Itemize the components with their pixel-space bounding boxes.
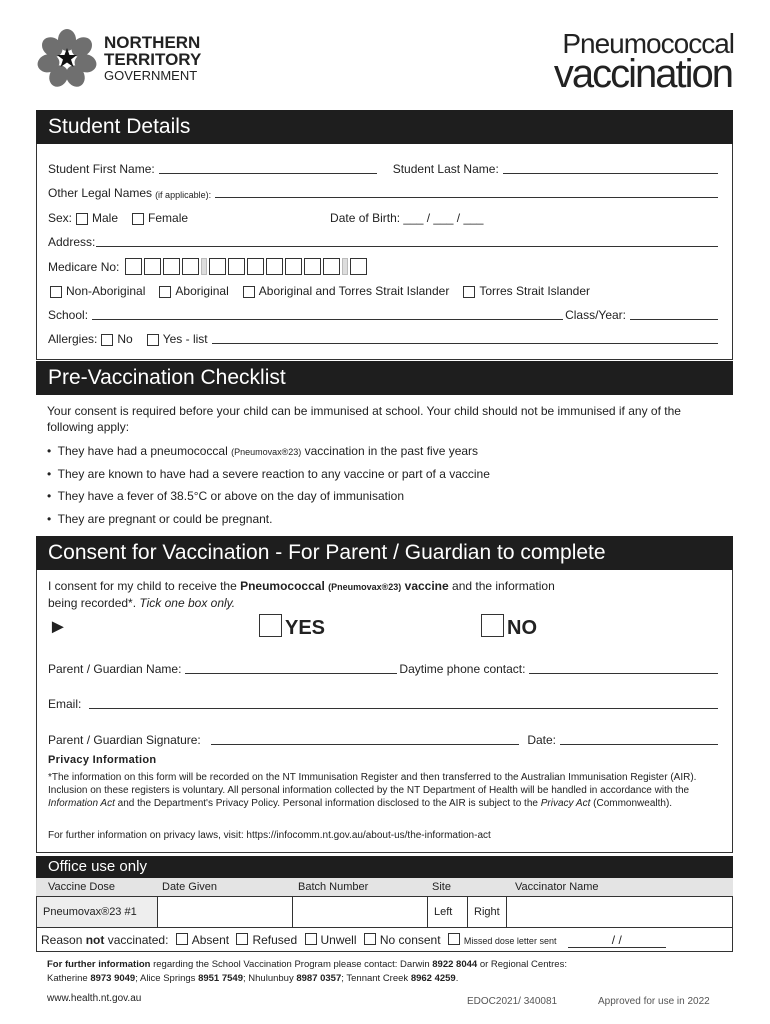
col-vaccinator-header: Vaccinator Name [515,881,599,893]
male-checkbox[interactable] [76,213,88,225]
name-row [48,162,720,176]
checklist-bullet-1: • They have had a pneumococcal (Pneumovax®23) vaccination in the past five years [47,444,479,458]
logo-territory: TERRITORY [104,50,202,69]
yes-option[interactable]: YES [259,614,325,640]
student-details-panel [36,144,733,360]
unwell-checkbox[interactable] [305,933,317,945]
origin-option-3: Aboriginal and Torres Strait Islander [258,284,450,298]
footer-contact: For further information regarding the School Vaccination Program please contact: Darwin 8922 8044 or Regional Centres: Katherine 8973 9049; Alice Springs 8951 7549; Nhulunbuy 8987 0357; Tennant Creek 8962 4259. [47,959,567,984]
allergies-row [48,332,720,346]
other-names-hint: (if applicable): [155,190,212,200]
table-row [37,897,733,928]
allergy-no-label: No [117,332,133,346]
date-label: Date: [527,733,556,747]
other-names-field[interactable] [215,197,718,198]
medicare-label: Medicare No: [48,259,120,274]
no-consent-label: No consent [379,933,441,947]
consent-panel [36,570,733,853]
arrow-icon: ► [48,616,68,638]
allergies-label: Allergies: [48,332,98,346]
missed-dose-label: Missed dose letter sent [463,936,557,946]
signature-row [48,733,720,747]
privacy-link-text: For further information on privacy laws, visit: https://infocomm.nt.gov.au/about-us/the-information-act [48,830,491,841]
allergy-no-checkbox[interactable] [101,334,113,346]
origin-option-2: Aboriginal [175,284,229,298]
address-field[interactable] [96,246,718,247]
last-name-field[interactable] [503,173,718,174]
logo-northern: NORTHERN [104,33,201,52]
logo-government: GOVERNMENT [104,68,198,83]
male-label: Male [92,211,119,225]
checklist-bullet-4: • They are pregnant or could be pregnant. [47,512,273,526]
school-label: School: [48,308,89,322]
aboriginal-checkbox[interactable] [159,286,171,298]
first-name-label: Student First Name: [48,162,155,176]
email-field[interactable] [89,708,718,709]
no-checkbox[interactable] [481,614,504,637]
checklist-bullet-2: • They are known to have had a severe reaction to any vaccine or part of a vaccine [47,467,490,481]
dose-cell: Pneumovax®23 #1 [37,897,158,928]
medicare-digit-boxes[interactable] [123,258,367,275]
consent-heading: Consent for Vaccination - For Parent / Guardian to complete [36,536,733,570]
site-right-cell[interactable]: Right [468,897,507,928]
no-option[interactable]: NO [481,614,537,640]
office-heading: Office use only [36,856,733,878]
tsi-checkbox[interactable] [463,286,475,298]
checklist-bullet-3: • They have a fever of 38.5°C or above on the day of immunisation [47,489,404,503]
guardian-name-label: Parent / Guardian Name: [48,662,182,676]
first-name-field[interactable] [159,173,377,174]
refused-checkbox[interactable] [236,933,248,945]
female-label: Female [148,211,189,225]
origin-option-1: Non-Aboriginal [66,284,146,298]
address-row [48,235,720,249]
allergy-yes-label: Yes - list [162,332,208,346]
sex-dob-row [48,211,720,225]
office-table [36,896,733,928]
email-row [48,697,720,711]
other-names-label: Other Legal Names [48,186,153,200]
title-line2: vaccination [553,52,732,96]
class-label: Class/Year: [565,308,626,322]
footer-website[interactable]: www.health.nt.gov.au [47,993,142,1004]
phone-field[interactable] [529,673,718,674]
student-details-heading: Student Details [36,110,733,144]
phone-label: Daytime phone contact: [399,662,526,676]
privacy-text: *The information on this form will be recorded on the NT Immunisation Register and then transferred to the Australian Immunisation Register (AIR). Inclusion on these registers is voluntary. All personal information collected by the NT Department of Health will be handled in accordance with the Information Act and the Department's Privacy Policy. Personal information disclosed to the AIR is subject to the Privacy Act (Commonwealth). [48,772,697,809]
office-column-headers [36,878,733,896]
last-name-label: Student Last Name: [392,162,499,176]
consent-statement: I consent for my child to receive the Pneumococcal (Pneumovax®23) vaccine and the information being recorded*. Tick one box only. [48,579,555,610]
refused-label: Refused [252,933,298,947]
guardian-name-field[interactable] [185,673,397,674]
col-batch-header: Batch Number [298,881,369,893]
col-dose-header: Vaccine Dose [48,881,116,893]
school-row [48,308,720,322]
col-site-header: Site [432,881,451,893]
allergy-list-field[interactable] [212,343,718,344]
class-field[interactable] [630,319,718,320]
medicare-row [48,258,720,275]
email-label: Email: [48,697,82,711]
title-line1: Pneumococcal [562,28,734,59]
school-field[interactable] [92,319,563,320]
origin-row [48,284,720,298]
nt-logo [36,28,236,90]
site-left-cell[interactable]: Left [428,897,468,928]
address-label: Address: [48,235,96,249]
absent-label: Absent [191,933,230,947]
footer-approved: Approved for use in 2022 [598,996,710,1007]
dob-field[interactable]: Date of Birth: ___ / ___ / ___ [330,211,484,225]
col-date-header: Date Given [162,881,218,893]
privacy-heading: Privacy Information [48,754,157,766]
date-field[interactable] [560,744,718,745]
nt-floral-emblem-icon [36,28,98,90]
reason-row [36,928,733,952]
checklist-heading: Pre-Vaccination Checklist [36,361,733,395]
sex-label: Sex: [48,211,73,225]
reason-label: Reason not vaccinated: [41,933,169,947]
missed-dose-checkbox[interactable] [448,933,460,945]
missed-dose-date-field[interactable]: / / [568,933,666,948]
aboriginal-tsi-checkbox[interactable] [243,286,255,298]
signature-field[interactable] [211,744,520,745]
batch-number-cell[interactable] [293,897,428,928]
vaccinator-name-cell[interactable] [506,897,732,928]
yes-checkbox[interactable] [259,614,282,637]
other-names-row [48,186,720,200]
female-checkbox[interactable] [132,213,144,225]
date-given-cell[interactable] [158,897,293,928]
non-aboriginal-checkbox[interactable] [50,286,62,298]
checklist-intro: Your consent is required before your child can be immunised at school. Your child should not be immunised if any of the following apply: [47,404,681,434]
absent-checkbox[interactable] [176,933,188,945]
unwell-label: Unwell [320,933,357,947]
origin-option-4: Torres Strait Islander [479,284,591,298]
guardian-name-row [48,662,720,676]
footer-doc-code: EDOC2021/ 340081 [467,996,558,1007]
no-consent-checkbox[interactable] [364,933,376,945]
signature-label: Parent / Guardian Signature: [48,733,201,747]
allergy-yes-checkbox[interactable] [147,334,159,346]
